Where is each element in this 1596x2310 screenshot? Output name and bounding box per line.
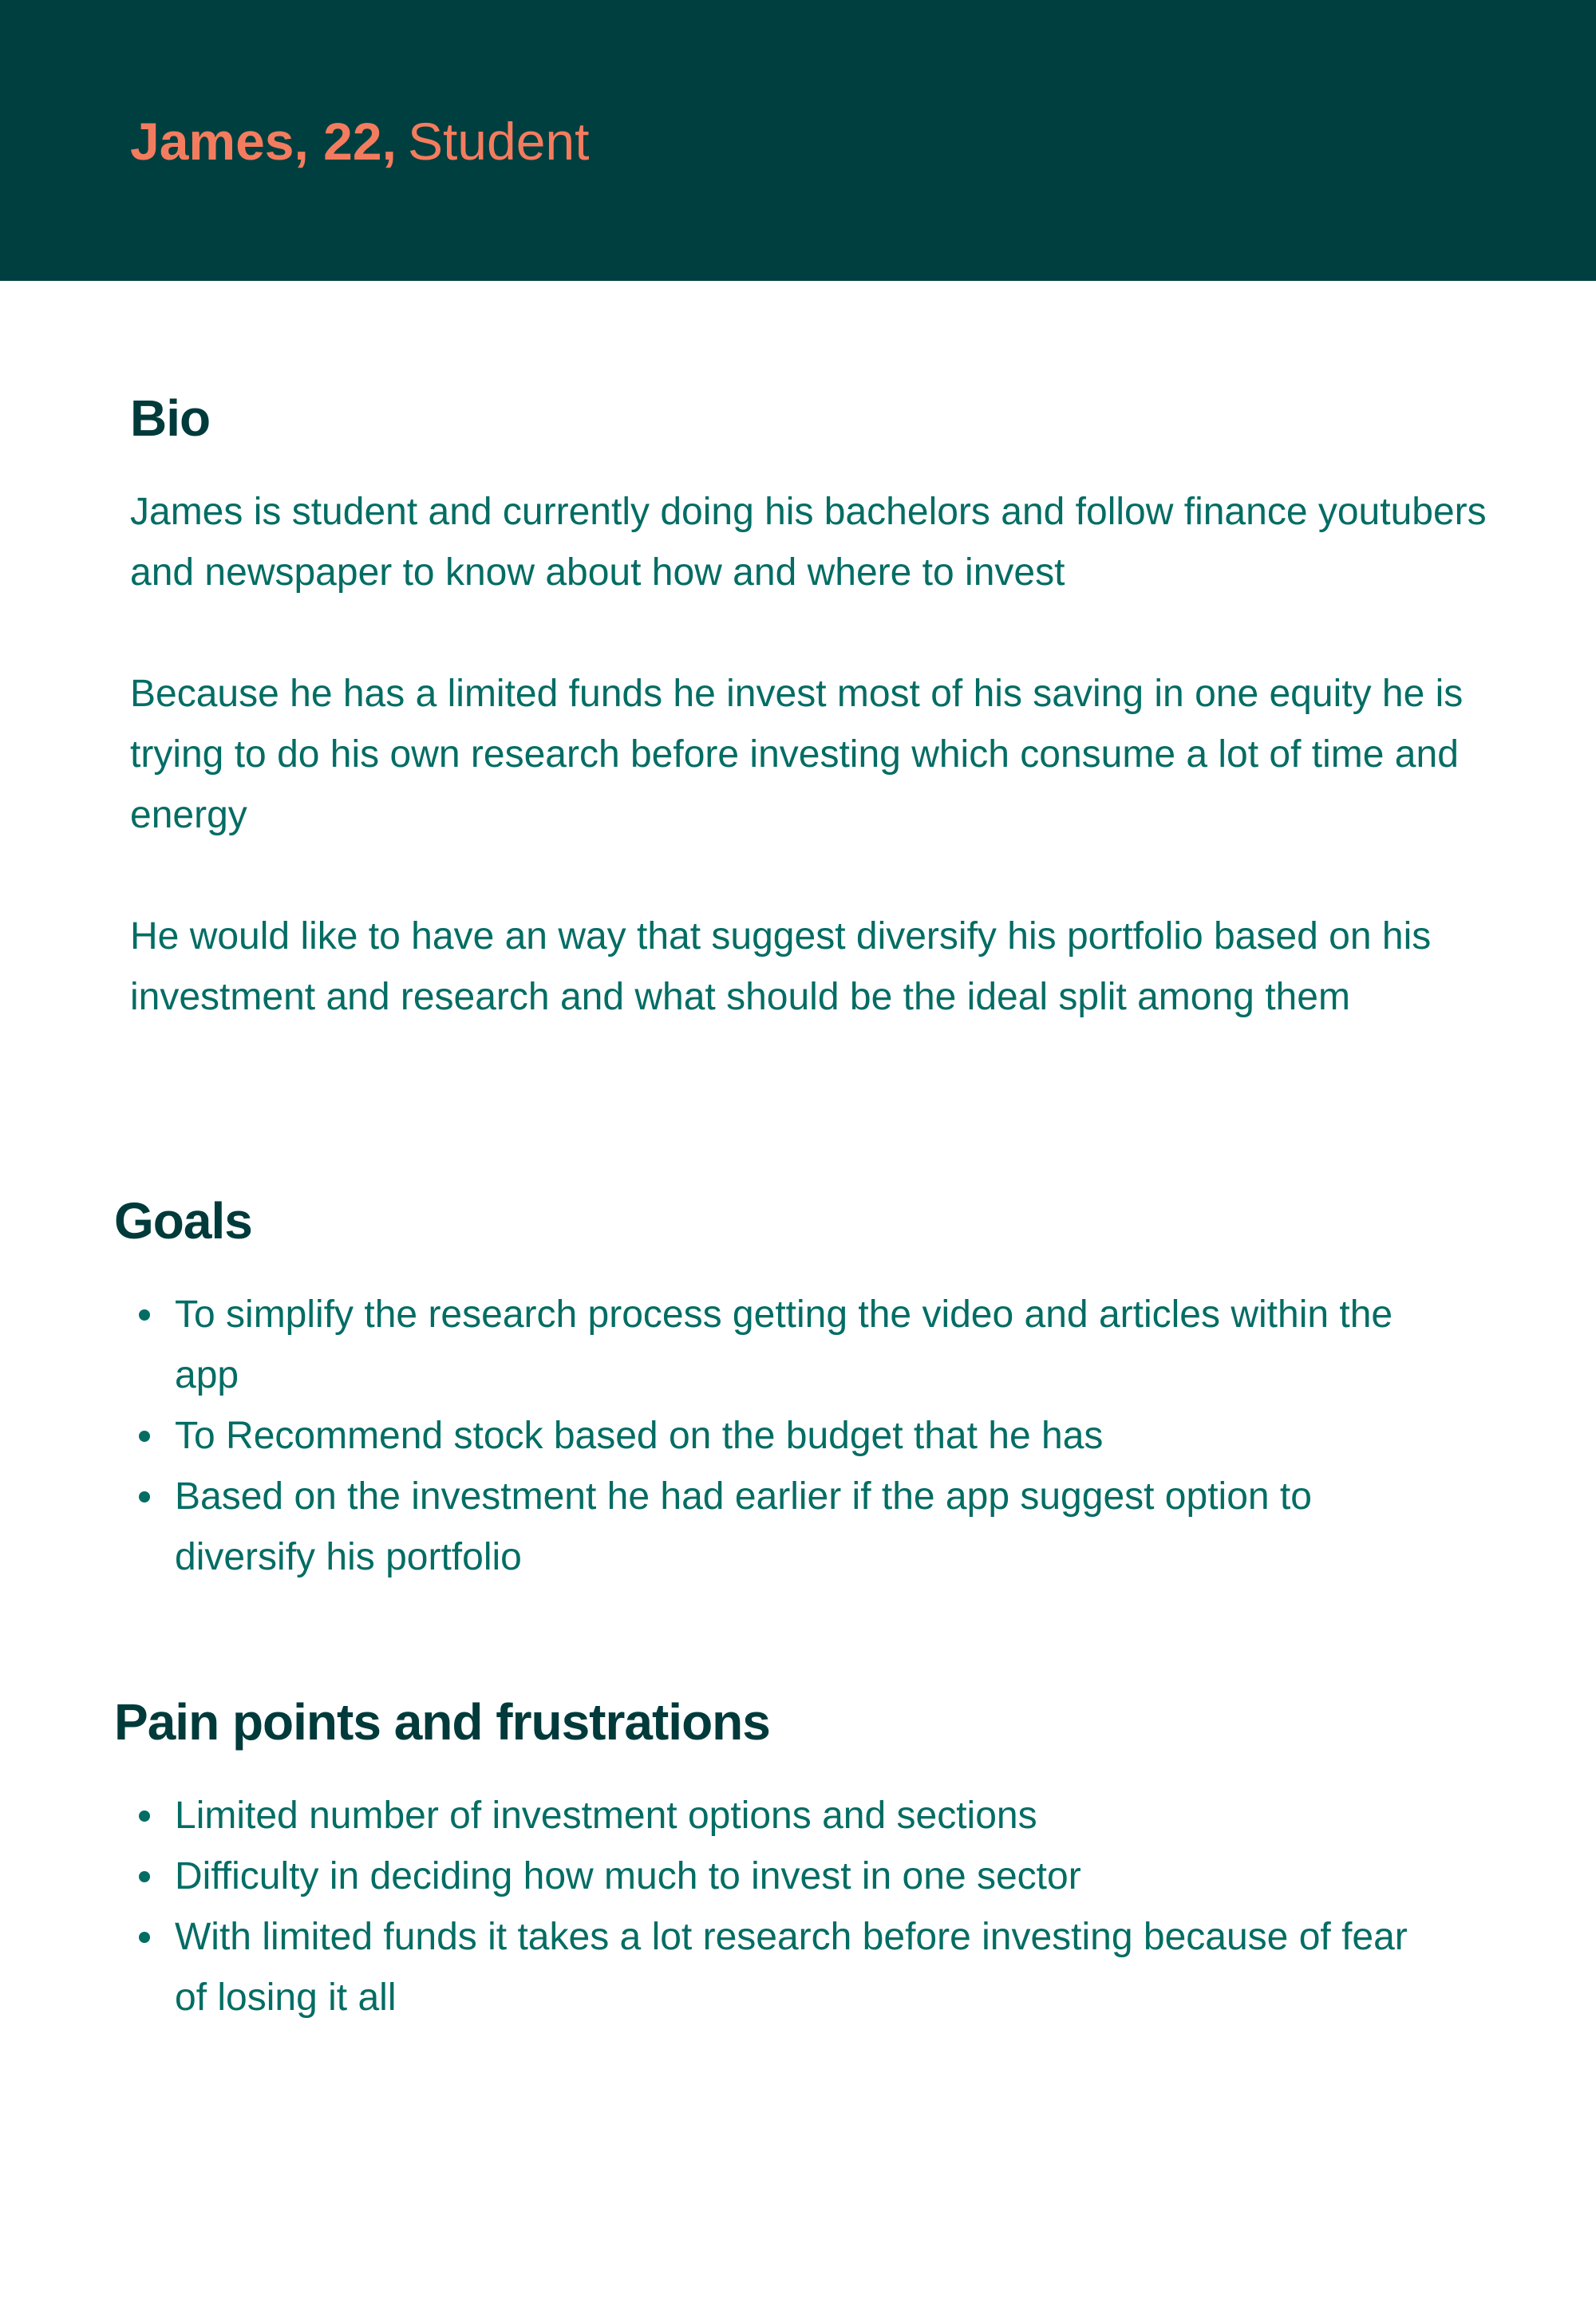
- bio-paragraph: He would like to have an way that suggest diversify his portfolio based on his investment and research and what should be the ideal split among them: [130, 915, 1432, 1018]
- goals-list: [0, 1285, 1436, 1588]
- pain-point-text: Difficulty in deciding how much to invest in one sector: [175, 1855, 1081, 1897]
- pain-points-list: [0, 1786, 1436, 2028]
- bio-paragraph: James is student and currently doing his bachelors and follow finance youtubers and newspaper to know about how and where to invest: [130, 491, 1487, 594]
- goal-text: To simplify the research process getting the video and articles within the app: [175, 1293, 1393, 1396]
- list-item: [0, 1467, 1420, 1588]
- bullet-icon: [139, 1431, 150, 1442]
- persona-title: [130, 105, 589, 177]
- pain-point-text: Limited number of investment options and sections: [175, 1795, 1037, 1837]
- persona-occupation: Student: [407, 112, 590, 171]
- pain-points-title: Pain points and frustrations: [114, 1693, 770, 1751]
- bullet-icon: [139, 1810, 150, 1822]
- bullet-icon: [139, 1309, 150, 1321]
- goal-text: Based on the investment he had earlier if the app suggest option to diversify his portfolio: [175, 1475, 1312, 1578]
- pain-point-text: With limited funds it takes a lot research before investing because of fear of losing it all: [175, 1916, 1408, 2019]
- persona-name-age: James, 22,: [130, 112, 397, 171]
- bullet-icon: [139, 1491, 150, 1502]
- bio-title: Bio: [130, 389, 211, 447]
- bullet-icon: [139, 1932, 150, 1943]
- list-item: [0, 1907, 1420, 2028]
- list-item: [0, 1786, 1420, 1846]
- goals-title: Goals: [114, 1192, 252, 1250]
- bio-paragraph: Because he has a limited funds he invest most of his saving in one equity he is trying to do his own research before investing which consume a lot of time and energy: [130, 673, 1464, 836]
- bullet-icon: [139, 1871, 150, 1882]
- list-item: [0, 1406, 1420, 1467]
- persona-header: [0, 0, 1596, 281]
- goal-text: To Recommend stock based on the budget that he has: [175, 1415, 1104, 1457]
- list-item: [0, 1285, 1420, 1406]
- list-item: [0, 1846, 1420, 1907]
